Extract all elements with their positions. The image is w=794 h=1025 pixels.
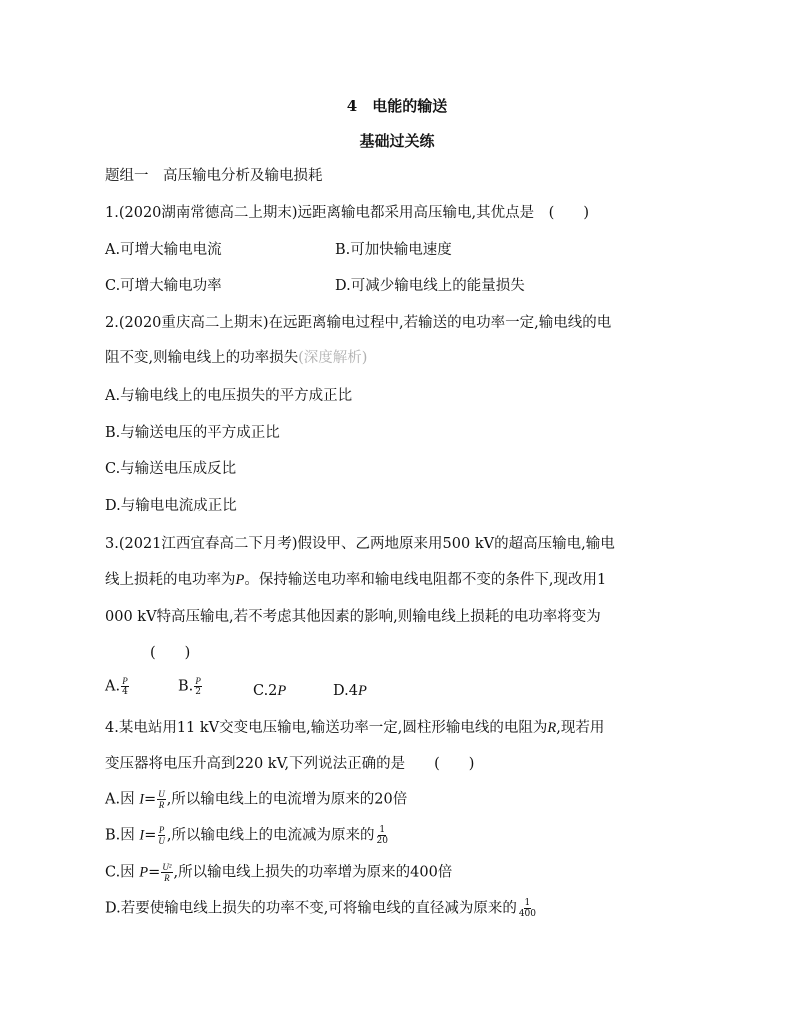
fraction-denominator: R [164, 873, 170, 883]
q2-option-b: B.与输送电压的平方成正比 [105, 425, 280, 441]
q2-stem-line1: 2.(2020重庆高二上期末)在远距离输电过程中,若输送的电功率一定,输电线的电 [105, 315, 612, 331]
q4-option-a [105, 789, 407, 810]
fraction-denominator: 400 [518, 909, 537, 919]
chapter-title: 4 电能的输送 [346, 97, 448, 115]
q4-option-a-text: ,所以输电线上的电流增为原来的20倍 [166, 791, 408, 808]
q3-stem-line2 [105, 570, 606, 590]
q4-option-b-text: ,所以输电线上的电流减为原来的 [166, 827, 375, 844]
q3-option-b-fraction [194, 676, 202, 697]
q4-option-b-fraction [157, 825, 166, 846]
q3-option-b [178, 676, 203, 697]
q1-stem: 1.(2020湖南常德高二上期末)远距离输电都采用高压输电,其优点是 ( ) [105, 205, 589, 221]
q3-stem-line1: 3.(2021江西宜春高二下月考)假设甲、乙两地原来用500 kV的超高压输电,输电 [105, 536, 615, 552]
q4-option-d-fraction [518, 898, 537, 919]
q3-stem-text-a: 线上损耗的电功率为 [105, 572, 236, 588]
q4-option-c-var: P [139, 864, 149, 881]
fraction-denominator: R [158, 800, 165, 810]
fraction-numerator: P [122, 676, 128, 686]
fraction-numerator: U² [162, 862, 172, 872]
q2-option-c: C.与输送电压成反比 [105, 461, 237, 477]
q4-option-b-eq: = [144, 827, 157, 844]
fraction-numerator: 1 [524, 898, 531, 908]
q3-option-c [253, 681, 286, 701]
q3-answer-paren: ( ) [150, 645, 191, 661]
q4-option-c [105, 862, 452, 883]
q3-option-c-var: P [277, 683, 287, 699]
q3-var-p: P [235, 572, 245, 588]
q4-stem-text-b: ,现若用 [556, 720, 605, 736]
q4-option-a-eq: = [144, 791, 157, 808]
q3-option-b-label: B. [178, 678, 194, 695]
q3-option-c-label: C.2 [253, 683, 278, 699]
q4-option-d-text: D.若要使输电线上损失的功率不变,可将输电线的直径减为原来的 [105, 900, 517, 917]
fraction-numerator: P [195, 676, 201, 686]
q4-stem-line1 [105, 718, 604, 738]
q2-option-a: A.与输电线上的电压损失的平方成正比 [105, 388, 353, 404]
q4-option-a-fraction [157, 789, 166, 810]
q2-option-d: D.与输电电流成正比 [105, 498, 237, 514]
q4-option-b-result-fraction [375, 825, 388, 846]
q4-stem-text-a: 4.某电站用11 kV交变电压输电,输送功率一定,圆柱形输电线的电阻为 [105, 720, 548, 736]
fraction-numerator: U [158, 789, 165, 799]
q4-option-a-prefix: A.因 [105, 791, 140, 808]
q3-option-a-label: A. [105, 678, 121, 695]
fraction-denominator: 20 [376, 836, 388, 846]
q1-option-d: D.可减少输电线上的能量损失 [335, 278, 525, 294]
group-label: 题组一 高压输电分析及输电损耗 [105, 168, 323, 184]
q4-option-a-var: I [139, 791, 145, 808]
fraction-denominator: 2 [195, 687, 201, 697]
q3-stem-text-b: 。保持输送电功率和输电线电阻都不变的条件下,现改用1 [244, 572, 607, 588]
q4-option-c-text: ,所以输电线上损失的功率增为原来的400倍 [173, 864, 453, 881]
q4-var-r: R [547, 720, 557, 736]
q3-option-d-label: D.4 [333, 683, 358, 699]
q4-stem-line2: 变压器将电压升高到220 kV,下列说法正确的是 ( ) [105, 756, 475, 772]
q1-option-a: A.可增大输电电流 [105, 242, 222, 258]
fraction-numerator: 1 [379, 825, 386, 835]
q1-option-b: B.可加快输电速度 [335, 242, 452, 258]
q2-source-tag: (深度解析) [298, 350, 368, 366]
q4-option-d [105, 898, 538, 919]
q1-option-c: C.可增大输电功率 [105, 278, 222, 294]
fraction-denominator: 4 [122, 687, 128, 697]
fraction-denominator: U [158, 836, 165, 846]
q3-option-d-var: P [357, 683, 367, 699]
q4-option-c-eq: = [148, 864, 161, 881]
q2-stem-line2 [105, 348, 367, 368]
q4-option-b-var: I [139, 827, 145, 844]
q4-option-c-fraction [161, 862, 172, 883]
q4-option-b-prefix: B.因 [105, 827, 140, 844]
fraction-numerator: P [158, 825, 165, 835]
q3-option-d [333, 681, 367, 701]
q3-option-a [105, 676, 130, 697]
q2-stem-text: 阻不变,则输电线上的功率损失 [105, 350, 299, 366]
section-title: 基础过关练 [359, 132, 435, 150]
q3-option-a-fraction [121, 676, 129, 697]
q3-stem-line3: 000 kV特高压输电,若不考虑其他因素的影响,则输电线上损耗的电功率将变为 [105, 609, 601, 625]
q4-option-b [105, 825, 390, 846]
q4-option-c-prefix: C.因 [105, 864, 140, 881]
